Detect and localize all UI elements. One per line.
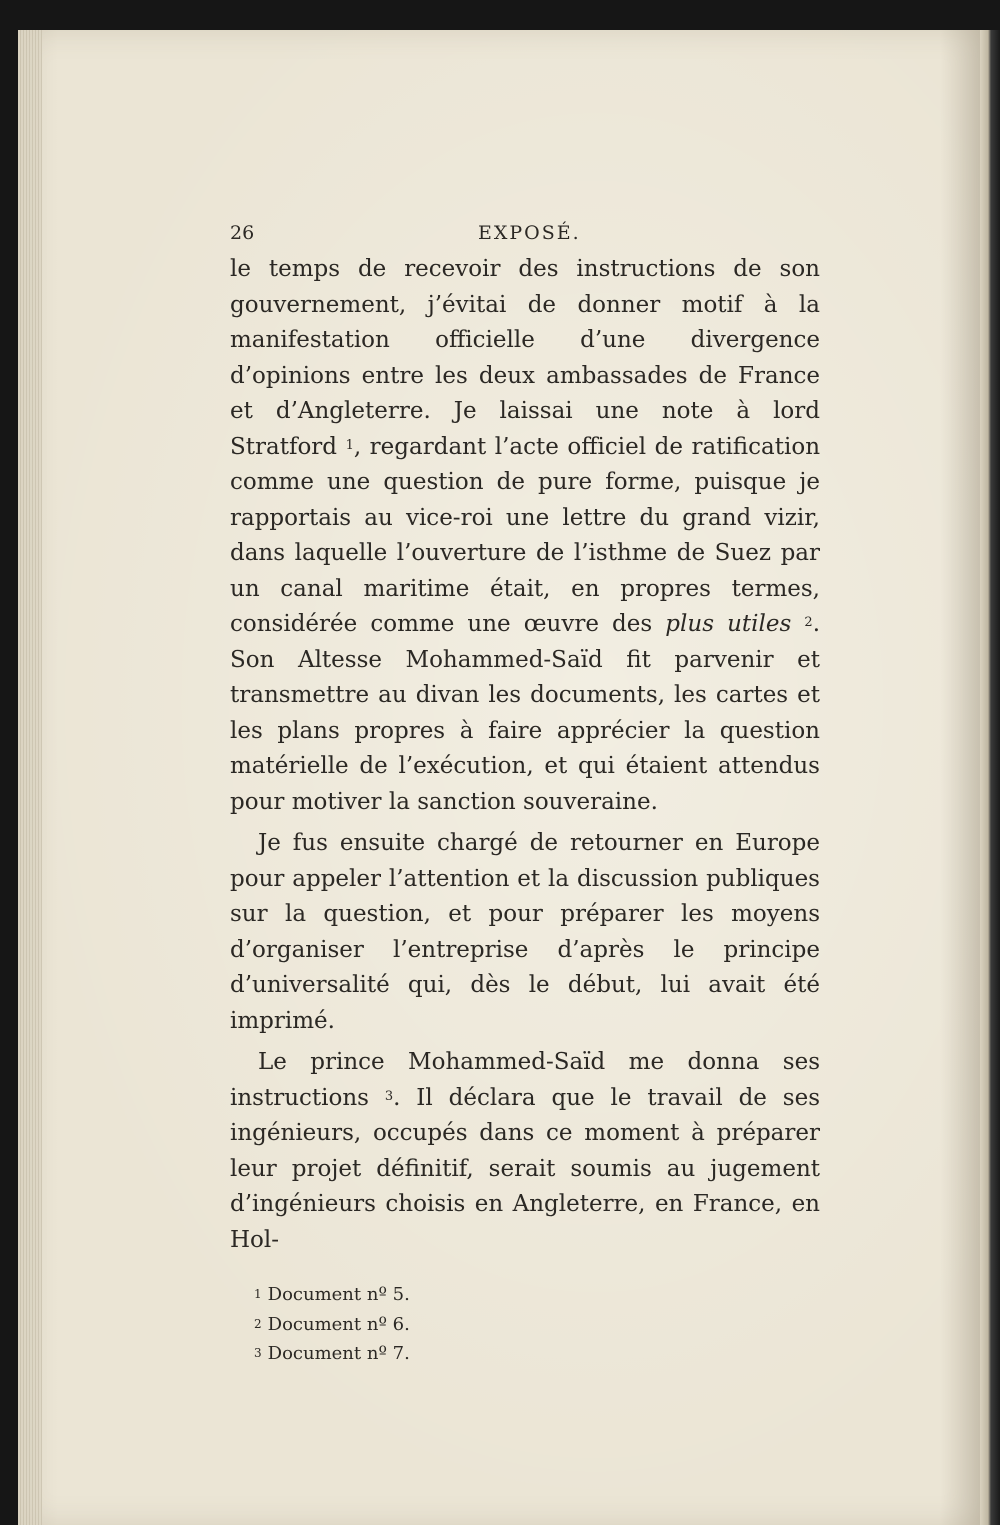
italic-phrase: plus utiles	[665, 611, 792, 637]
footnote-number: 1	[254, 1287, 262, 1301]
paragraph-1	[230, 252, 820, 820]
page-content	[230, 222, 820, 1369]
running-title: EXPOSÉ.	[478, 222, 581, 244]
paragraph-2	[230, 826, 820, 1039]
footnotes	[254, 1280, 820, 1369]
page-fore-edge	[980, 30, 1000, 1525]
footnote-item	[254, 1339, 820, 1369]
text-run: Le prince Mohammed-Saïd me donna ses instructions	[230, 1049, 820, 1111]
footnote-ref: 3	[384, 1088, 394, 1104]
footnote-item	[254, 1280, 820, 1310]
footnote-text: Document nº 5.	[267, 1284, 410, 1305]
footnote-item	[254, 1310, 820, 1340]
text-run: , regardant l’acte officiel de ratification comme une question de pure forme, puisque je rapportais au vice-roi une lettre du grand vizir, dans laquelle l’ouverture de l’isthme de Suez par un canal maritime était, en propres termes, considérée comme une œuvre des	[230, 433, 821, 637]
text-run: Je fus ensuite chargé de retourner en Europe pour appeler l’attention et la discussion publiques sur la question, et pour préparer les moyens d’organiser l’entreprise d’après le principe d’universalité qui, dès le début, lui avait été imprimé.	[230, 830, 820, 1034]
page-stack-left-edge	[18, 30, 42, 1525]
footnote-number: 2	[254, 1316, 262, 1331]
page-number: 26	[230, 222, 255, 244]
running-header	[230, 222, 820, 252]
page-curl-shadow	[940, 30, 980, 1525]
footnote-text: Document nº 6.	[267, 1313, 410, 1335]
footnote-number: 3	[254, 1346, 262, 1360]
text-run: . Son Altesse Mohammed-Saïd fit parvenir et transmettre au divan les documents, les cartes et les plans propres à faire apprécier la question matérielle de l’exécution, et qui étaient attendus pour motiver la sanction souveraine.	[230, 611, 821, 815]
text-run	[791, 611, 804, 637]
footnote-ref: 1	[345, 437, 354, 453]
text-run: le temps de recevoir des instructions de son gouvernement, j’évitai de donner motif à la manifestation officielle d’une divergence d’opinions entre les deux ambassades de France et d’Angleterre. Je laissai une note à lord Stratford	[230, 256, 820, 460]
footnote-ref: 2	[804, 615, 813, 630]
footnote-text: Document nº 7.	[267, 1343, 410, 1364]
text-run: . Il déclara que le travail de ses ingénieurs, occupés dans ce moment à préparer leur projet définitif, serait soumis au jugement d’ingénieurs choisis en Angleterre, en France, en Hol-	[230, 1084, 820, 1253]
paragraph-3	[230, 1045, 820, 1258]
